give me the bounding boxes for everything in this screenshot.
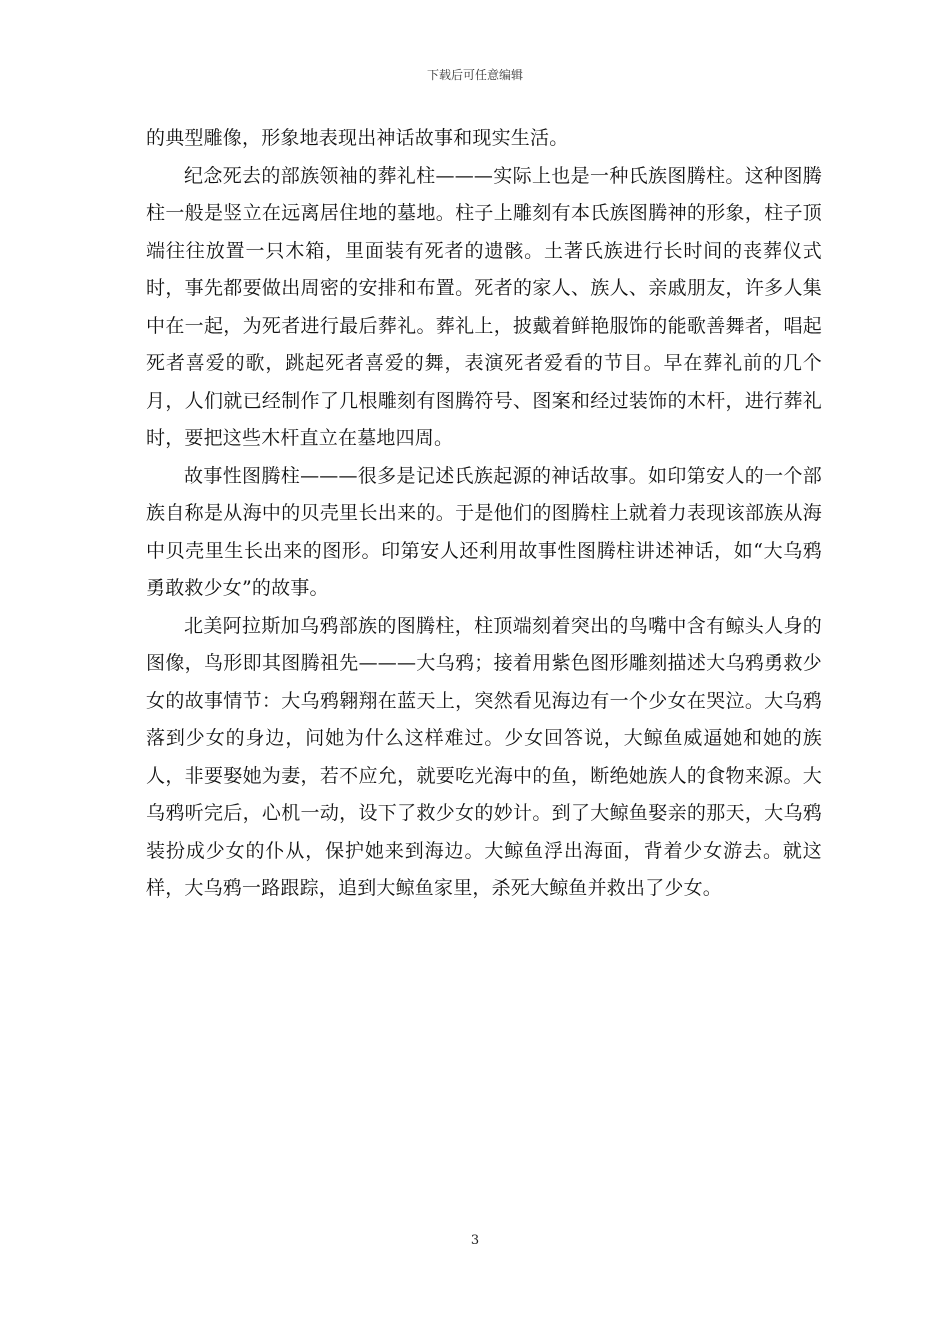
paragraph-continuation: 的典型雕像，形象地表现出神话故事和现实生活。 (146, 127, 569, 149)
page-number: 3 (470, 1233, 480, 1248)
paragraph-raven-legend: 北美阿拉斯加乌鸦部族的图腾柱，柱顶端刻着突出的鸟嘴中含有鲸头人身的图像，鸟形即其图腾祖先———大乌鸦；接着用紫色图形雕刻描述大乌鸦勇救少女的故事情节：大乌鸦翱翔在蓝天上，突然看见海边有一个少女在哭泣。大乌鸦落到少女的身边，问她为什么这样难过。少女回答说，大鲸鱼威逼她和她的族人，非要娶她为妻，若不应允，就要吃光海中的鱼，断绝她族人的食物来源。大乌鸦听完后，心机一动，设下了救少女的妙计。到了大鲸鱼娶亲的那天，大乌鸦装扮成少女的仆从，保护她来到海边。大鲸鱼浮出海面，背着少女游去。就这样，大乌鸦一路跟踪，追到大鲸鱼家里，杀死大鲸鱼并救出了少女。 (146, 614, 822, 899)
page-header: 下载后可任意编辑 (426, 68, 523, 82)
paragraph-story-pole: 故事性图腾柱———很多是记述氏族起源的神话故事。如印第安人的一个部族自称是从海中的贝壳里长出来的。于是他们的图腾柱上就着力表现该部族从海中贝壳里生长出来的图形。印第安人还利用故事性图腾柱讲述神话，如“大乌鸦勇敢救少女”的故事。 (146, 464, 822, 599)
document-body (146, 120, 822, 908)
paragraph-funeral-pole: 纪念死去的部族领袖的葬礼柱———实际上也是一种氏族图腾柱。这种图腾柱一般是竖立在远离居住地的墓地。柱子上雕刻有本氏族图腾神的形象，柱子顶端往往放置一只木箱，里面装有死者的遗骸。土著氏族进行长时间的丧葬仪式时，事先都要做出周密的安排和布置。死者的家人、族人、亲戚朋友，许多人集中在一起，为死者进行最后葬礼。葬礼上，披戴着鲜艳服饰的能歌善舞者，唱起死者喜爱的歌，跳起死者喜爱的舞，表演死者爱看的节目。早在葬礼前的几个月，人们就已经制作了几根雕刻有图腾符号、图案和经过装饰的木杆，进行葬礼时，要把这些木杆直立在墓地四周。 (146, 164, 822, 449)
